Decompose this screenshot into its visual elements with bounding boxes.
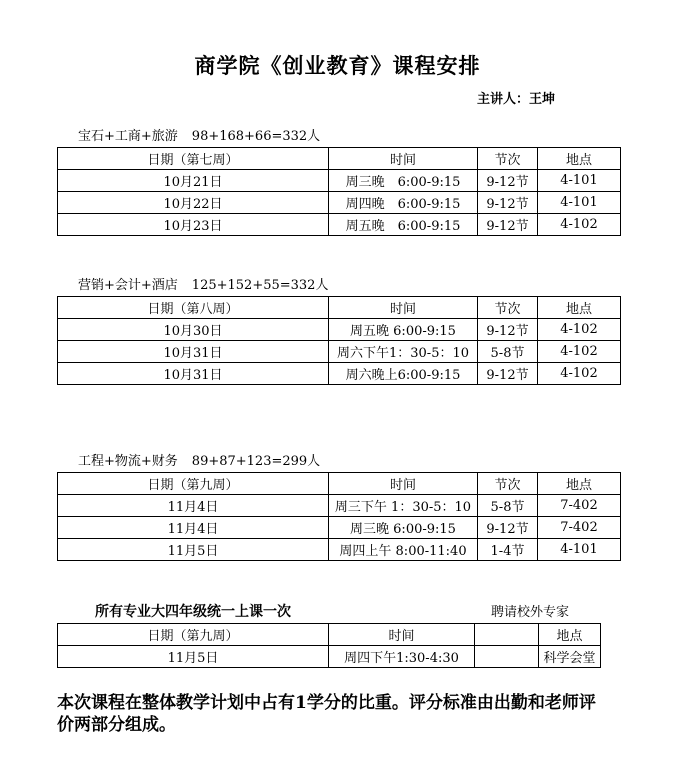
table-row xyxy=(58,517,621,539)
cell-date: 11月5日 xyxy=(58,539,329,561)
cell-period: 5-8节 xyxy=(478,341,538,363)
cell-location: 4-102 xyxy=(538,341,621,363)
section-3-name: 工程+物流+财务 xyxy=(78,454,178,469)
cell-date: 10月31日 xyxy=(58,341,329,363)
section-1-name: 宝石+工商+旅游 xyxy=(78,129,178,144)
section-3-count: 89+87+123=299人 xyxy=(191,454,321,469)
column-header-date: 日期（第八周） xyxy=(58,297,329,319)
cell-location: 4-101 xyxy=(538,192,621,214)
table-row xyxy=(58,192,621,214)
section-4-name: 所有专业大四年级统一上课一次 xyxy=(95,604,291,620)
cell-location: 4-102 xyxy=(538,363,621,385)
column-header-period: 节次 xyxy=(478,148,538,170)
table-row xyxy=(58,214,621,236)
column-header-location: 地点 xyxy=(538,148,621,170)
cell-location: 4-102 xyxy=(538,319,621,341)
column-header-time: 时间 xyxy=(329,297,478,319)
cell-period: 5-8节 xyxy=(478,495,538,517)
lecturer-line: 主讲人：王坤 xyxy=(477,92,556,107)
cell-time: 周六晚上6:00-9:15 xyxy=(329,363,478,385)
column-header-date: 日期（第七周） xyxy=(58,148,329,170)
section-1-count: 98+168+66=332人 xyxy=(191,129,321,144)
page-title: 商学院《创业教育》课程安排 xyxy=(194,53,481,78)
cell-location: 科学会堂 xyxy=(539,646,601,668)
cell-time: 周三下午 1：30-5：10 xyxy=(329,495,478,517)
cell-time: 周六下午1：30-5：10 xyxy=(329,341,478,363)
column-header-location: 地点 xyxy=(539,624,601,646)
cell-date: 10月23日 xyxy=(58,214,329,236)
schedule-table-week9 xyxy=(57,472,621,561)
cell-period: 9-12节 xyxy=(478,517,538,539)
cell-date: 10月30日 xyxy=(58,319,329,341)
cell-time: 周四上午 8:00-11:40 xyxy=(329,539,478,561)
cell-time: 周四晚 6:00-9:15 xyxy=(329,192,478,214)
cell-time: 周五晚 6:00-9:15 xyxy=(329,214,478,236)
cell-location: 4-101 xyxy=(538,539,621,561)
cell-period: 9-12节 xyxy=(478,363,538,385)
schedule-table-week8 xyxy=(57,296,621,385)
table-header-row xyxy=(58,297,621,319)
cell-location: 4-102 xyxy=(538,214,621,236)
cell-period: 1-4节 xyxy=(478,539,538,561)
table-row xyxy=(58,170,621,192)
schedule-table-week7 xyxy=(57,147,621,236)
column-header-period: 节次 xyxy=(478,473,538,495)
section-2-count: 125+152+55=332人 xyxy=(191,278,329,293)
table-row xyxy=(58,646,601,668)
column-header-location: 地点 xyxy=(538,297,621,319)
table-header-row xyxy=(58,624,601,646)
cell-period xyxy=(475,646,539,668)
cell-time: 周三晚 6:00-9:15 xyxy=(329,170,478,192)
column-header-location: 地点 xyxy=(538,473,621,495)
column-header-period: 节次 xyxy=(478,297,538,319)
table-row xyxy=(58,319,621,341)
table-header-row xyxy=(58,473,621,495)
column-header-time: 时间 xyxy=(329,624,475,646)
cell-time: 周三晚 6:00-9:15 xyxy=(329,517,478,539)
cell-period: 9-12节 xyxy=(478,214,538,236)
table-row xyxy=(58,539,621,561)
section-heading-1 xyxy=(78,128,675,145)
schedule-table-seniors xyxy=(57,623,601,668)
table-row xyxy=(58,341,621,363)
column-header-time: 时间 xyxy=(329,148,478,170)
section-heading-2 xyxy=(78,277,675,294)
cell-date: 10月22日 xyxy=(58,192,329,214)
table-header-row xyxy=(58,148,621,170)
column-header-period xyxy=(475,624,539,646)
cell-date: 11月4日 xyxy=(58,517,329,539)
cell-location: 4-101 xyxy=(538,170,621,192)
table-row xyxy=(58,363,621,385)
section-heading-3 xyxy=(78,453,675,470)
cell-time: 周四下午1:30-4:30 xyxy=(329,646,475,668)
cell-date: 10月31日 xyxy=(58,363,329,385)
column-header-date: 日期（第九周） xyxy=(58,473,329,495)
cell-date: 10月21日 xyxy=(58,170,329,192)
column-header-date: 日期（第九周） xyxy=(58,624,329,646)
column-header-time: 时间 xyxy=(329,473,478,495)
credit-note: 本次课程在整体教学计划中占有1学分的比重。评分标准由出勤和老师评价两部分组成。 xyxy=(57,693,596,735)
cell-period: 9-12节 xyxy=(478,170,538,192)
cell-location: 7-402 xyxy=(538,517,621,539)
cell-time: 周五晚 6:00-9:15 xyxy=(329,319,478,341)
cell-period: 9-12节 xyxy=(478,319,538,341)
table-row xyxy=(58,495,621,517)
section-4-note: 聘请校外专家 xyxy=(491,605,570,620)
cell-date: 11月4日 xyxy=(58,495,329,517)
section-heading-4 xyxy=(95,604,675,621)
cell-period: 9-12节 xyxy=(478,192,538,214)
cell-location: 7-402 xyxy=(538,495,621,517)
section-2-name: 营销+会计+酒店 xyxy=(78,278,178,293)
cell-date: 11月5日 xyxy=(58,646,329,668)
